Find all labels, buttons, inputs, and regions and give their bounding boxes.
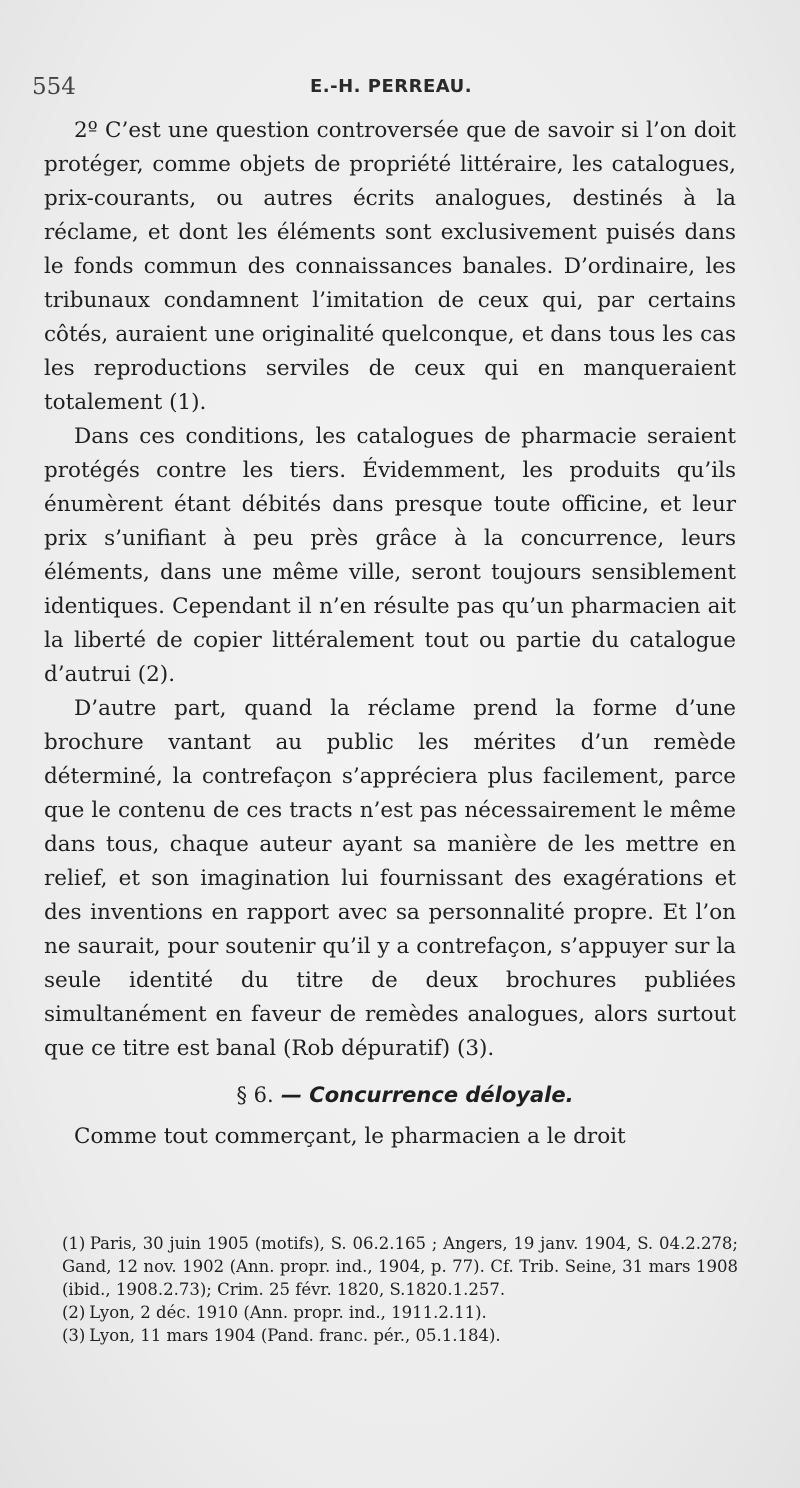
footnote-3-text: Lyon, 11 mars 1904 (Pand. franc. pér., 05.1.184).: [89, 1326, 501, 1345]
footnote-1-number: (1): [62, 1234, 86, 1253]
footnote-3-number: (3): [62, 1326, 86, 1345]
paragraph-2: Dans ces conditions, les catalogues de pharmacie seraient protégés contre les tiers. Évidemment, les produits qu’ils énumèrent étant débités dans presque toute officine, et leur prix s’unifiant à peu près grâce à la concurrence, leurs éléments, dans une même ville, seront toujours sensiblement identiques. Cependant il n’en résulte pas qu’un pharmacien ait la liberté de copier littéralement tout ou partie du catalogue d’autrui (2).: [44, 424, 736, 687]
section-number: § 6.: [236, 1083, 274, 1107]
paragraph-3: D’autre part, quand la réclame prend la forme d’une brochure vantant au public les mérites d’un remède déterminé, la contrefaçon s’appréciera plus facilement, parce que le contenu de ces tracts n’est pas nécessairement le même dans tous, chaque auteur ayant sa manière de les mettre en relief, et son imagination lui fournissant des exagérations et des inventions en rapport avec sa personnalité propre. Et l’on ne saurait, pour soutenir qu’il y a contrefaçon, s’appuyer sur la seule identité du titre de deux brochures publiées simultanément en faveur de remèdes analogues, alors surtout que ce titre est banal (Rob dépuratif) (3).: [44, 696, 736, 1061]
section-dash: —: [273, 1083, 310, 1107]
section-heading: [44, 1080, 736, 1110]
running-title: E.-H. PERREAU.: [310, 76, 473, 97]
page-header: [32, 74, 752, 104]
footnote-3: [62, 1324, 738, 1347]
footnote-1-text: Paris, 30 juin 1905 (motifs), S. 06.2.165 ; Angers, 19 janv. 1904, S. 04.2.278; Gand, 12 nov. 1902 (Ann. propr. ind., 1904, p. 77). Cf. Trib. Seine, 31 mars 1908 (ibid., 1908.2.73); Crim. 25 févr. 1820, S.1820.1.257.: [62, 1234, 738, 1299]
footnote-1: [62, 1232, 738, 1301]
footnotes: [62, 1232, 738, 1347]
paragraph-1: 2º C’est une question controversée que de savoir si l’on doit protéger, comme objets de propriété littéraire, les catalogues, prix-courants, ou autres écrits analogues, destinés à la réclame, et dont les éléments sont exclusivement puisés dans le fonds commun des connaissances banales. D’ordinaire, les tribunaux condamnent l’imitation de ceux qui, par certains côtés, auraient une originalité quelconque, et dans tous les cas les reproductions serviles de ceux qui en manqueraient totalement (1).: [44, 118, 736, 415]
paragraph-4: Comme tout commerçant, le pharmacien a le droit: [74, 1124, 626, 1149]
section-title: Concurrence déloyale.: [309, 1083, 574, 1107]
page-number: 554: [32, 74, 76, 100]
footnote-2: [62, 1301, 738, 1324]
footnote-2-number: (2): [62, 1303, 86, 1322]
footnote-2-text: Lyon, 2 déc. 1910 (Ann. propr. ind., 1911.2.11).: [89, 1303, 487, 1322]
main-text: [44, 114, 736, 1154]
